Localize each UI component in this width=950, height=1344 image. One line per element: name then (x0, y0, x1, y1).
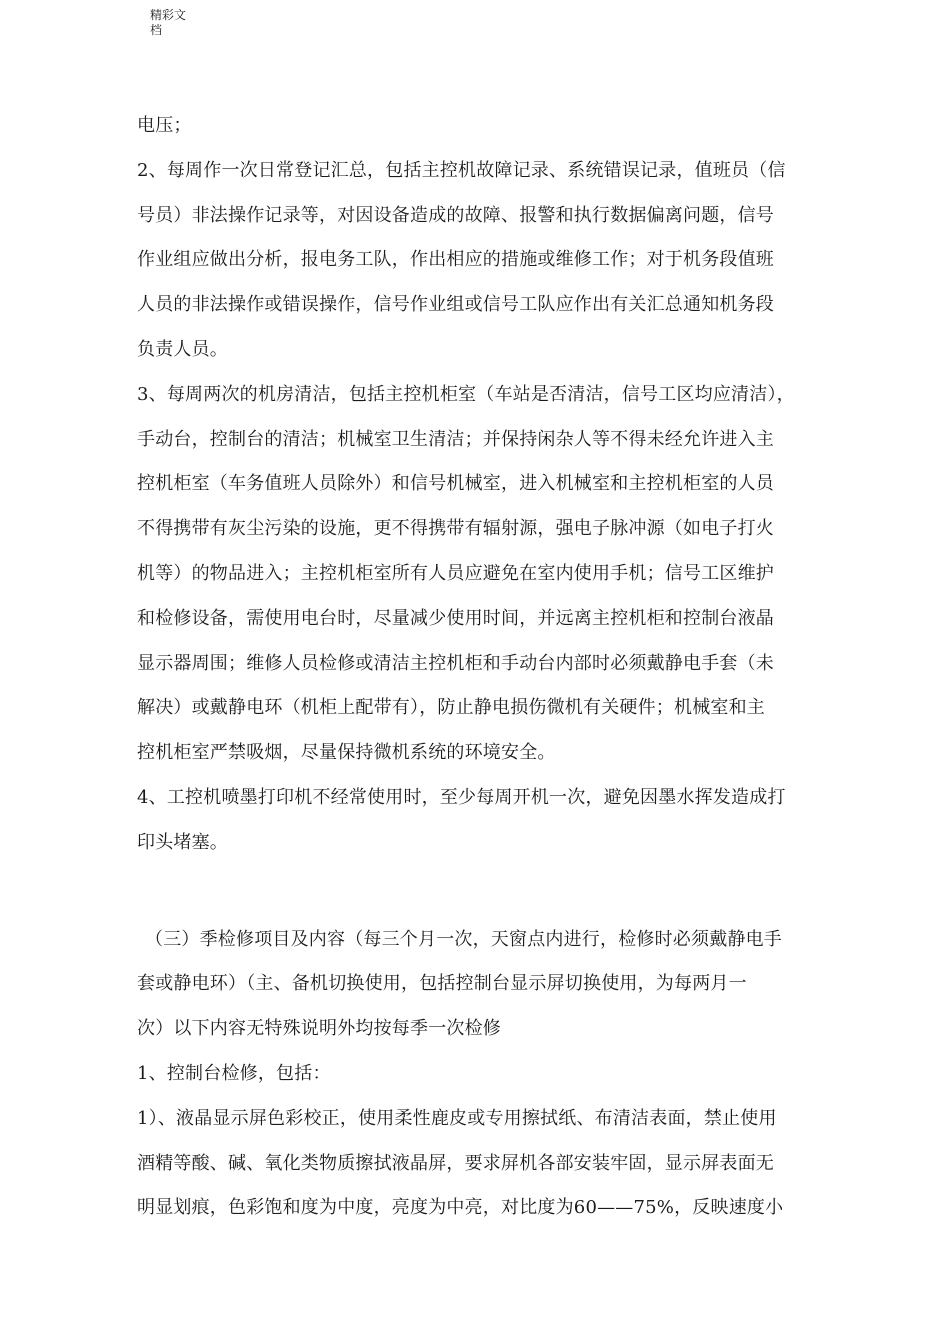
text-line: 显示器周围；维修人员检修或清洁主控机柜和手动台内部时必须戴静电手套（未 (137, 652, 774, 674)
text-line: 作业组应做出分析，报电务工队，作出相应的措施或维修工作；对于机务段值班 (137, 249, 774, 271)
text-line: 和检修设备，需使用电台时，尽量减少使用时间，并远离主控机柜和控制台液晶 (137, 607, 774, 629)
text-line: 号员）非法操作记录等，对因设备造成的故障、报警和执行数据偏离问题，信号 (137, 204, 774, 226)
text-line: 电压； (137, 115, 192, 136)
text-line: 手动台，控制台的清洁；机械室卫生清洁；并保持闲杂人等不得未经允许进入主 (137, 428, 774, 450)
text-line: 2、每周作一次日常登记汇总，包括主控机故障记录、系统错误记录，值班员（信 (137, 159, 786, 181)
text-line: 不得携带有灰尘污染的设施，更不得携带有辐射源，强电子脉冲源（如电子打火 (137, 518, 774, 540)
text-line: 1、控制台检修，包括： (137, 1062, 331, 1084)
text-line: 4、工控机喷墨打印机不经常使用时，至少每周开机一次，避免因墨水挥发造成打 (137, 786, 786, 808)
text-line: 套或静电环）（主、备机切换使用，包括控制台显示屏切换使用，为每两月一 (137, 973, 747, 995)
text-line: 负责人员。 (137, 338, 228, 360)
header-line-1: 精彩文 (150, 8, 187, 22)
text-line: 3、每周两次的机房清洁，包括主控机柜室（车站是否清洁，信号工区均应清洁）， (137, 383, 795, 405)
section-gap (137, 876, 827, 928)
text-line: 控机柜室（车务值班人员除外）和信号机械室，进入机械室和主控机柜室的人员 (137, 473, 774, 495)
text-line: 1）、液晶显示屏色彩校正，使用柔性鹿皮或专用擦拭纸、布清洁表面，禁止使用 (137, 1107, 777, 1129)
section-heading-line: （三）季检修项目及内容（每三个月一次，天窗点内进行，检修时必须戴静电手 (145, 928, 782, 950)
text-line: 酒精等酸、碱、氧化类物质擦拭液晶屏，要求屏机各部安装牢固，显示屏表面无 (137, 1152, 774, 1174)
page-header (150, 8, 190, 38)
text-line: 明显划痕，色彩饱和度为中度，亮度为中亮，对比度为60——75%，反映速度小 (137, 1197, 784, 1219)
text-line: 机等）的物品进入；主控机柜室所有人员应避免在室内使用手机；信号工区维护 (137, 562, 774, 584)
text-line: 人员的非法操作或错误操作，信号作业组或信号工队应作出有关汇总通知机务段 (137, 294, 774, 316)
document-body (137, 114, 827, 1241)
text-line: 次）以下内容无特殊说明外均按每季一次检修 (137, 1018, 501, 1040)
text-line: 控机柜室严禁吸烟，尽量保持微机系统的环境安全。 (137, 742, 556, 764)
text-line: 印头堵塞。 (137, 831, 228, 853)
text-line: 解决）或戴静电环（机柜上配带有），防止静电损伤微机有关硬件；机械室和主 (137, 697, 765, 719)
header-line-2: 档 (150, 23, 163, 37)
